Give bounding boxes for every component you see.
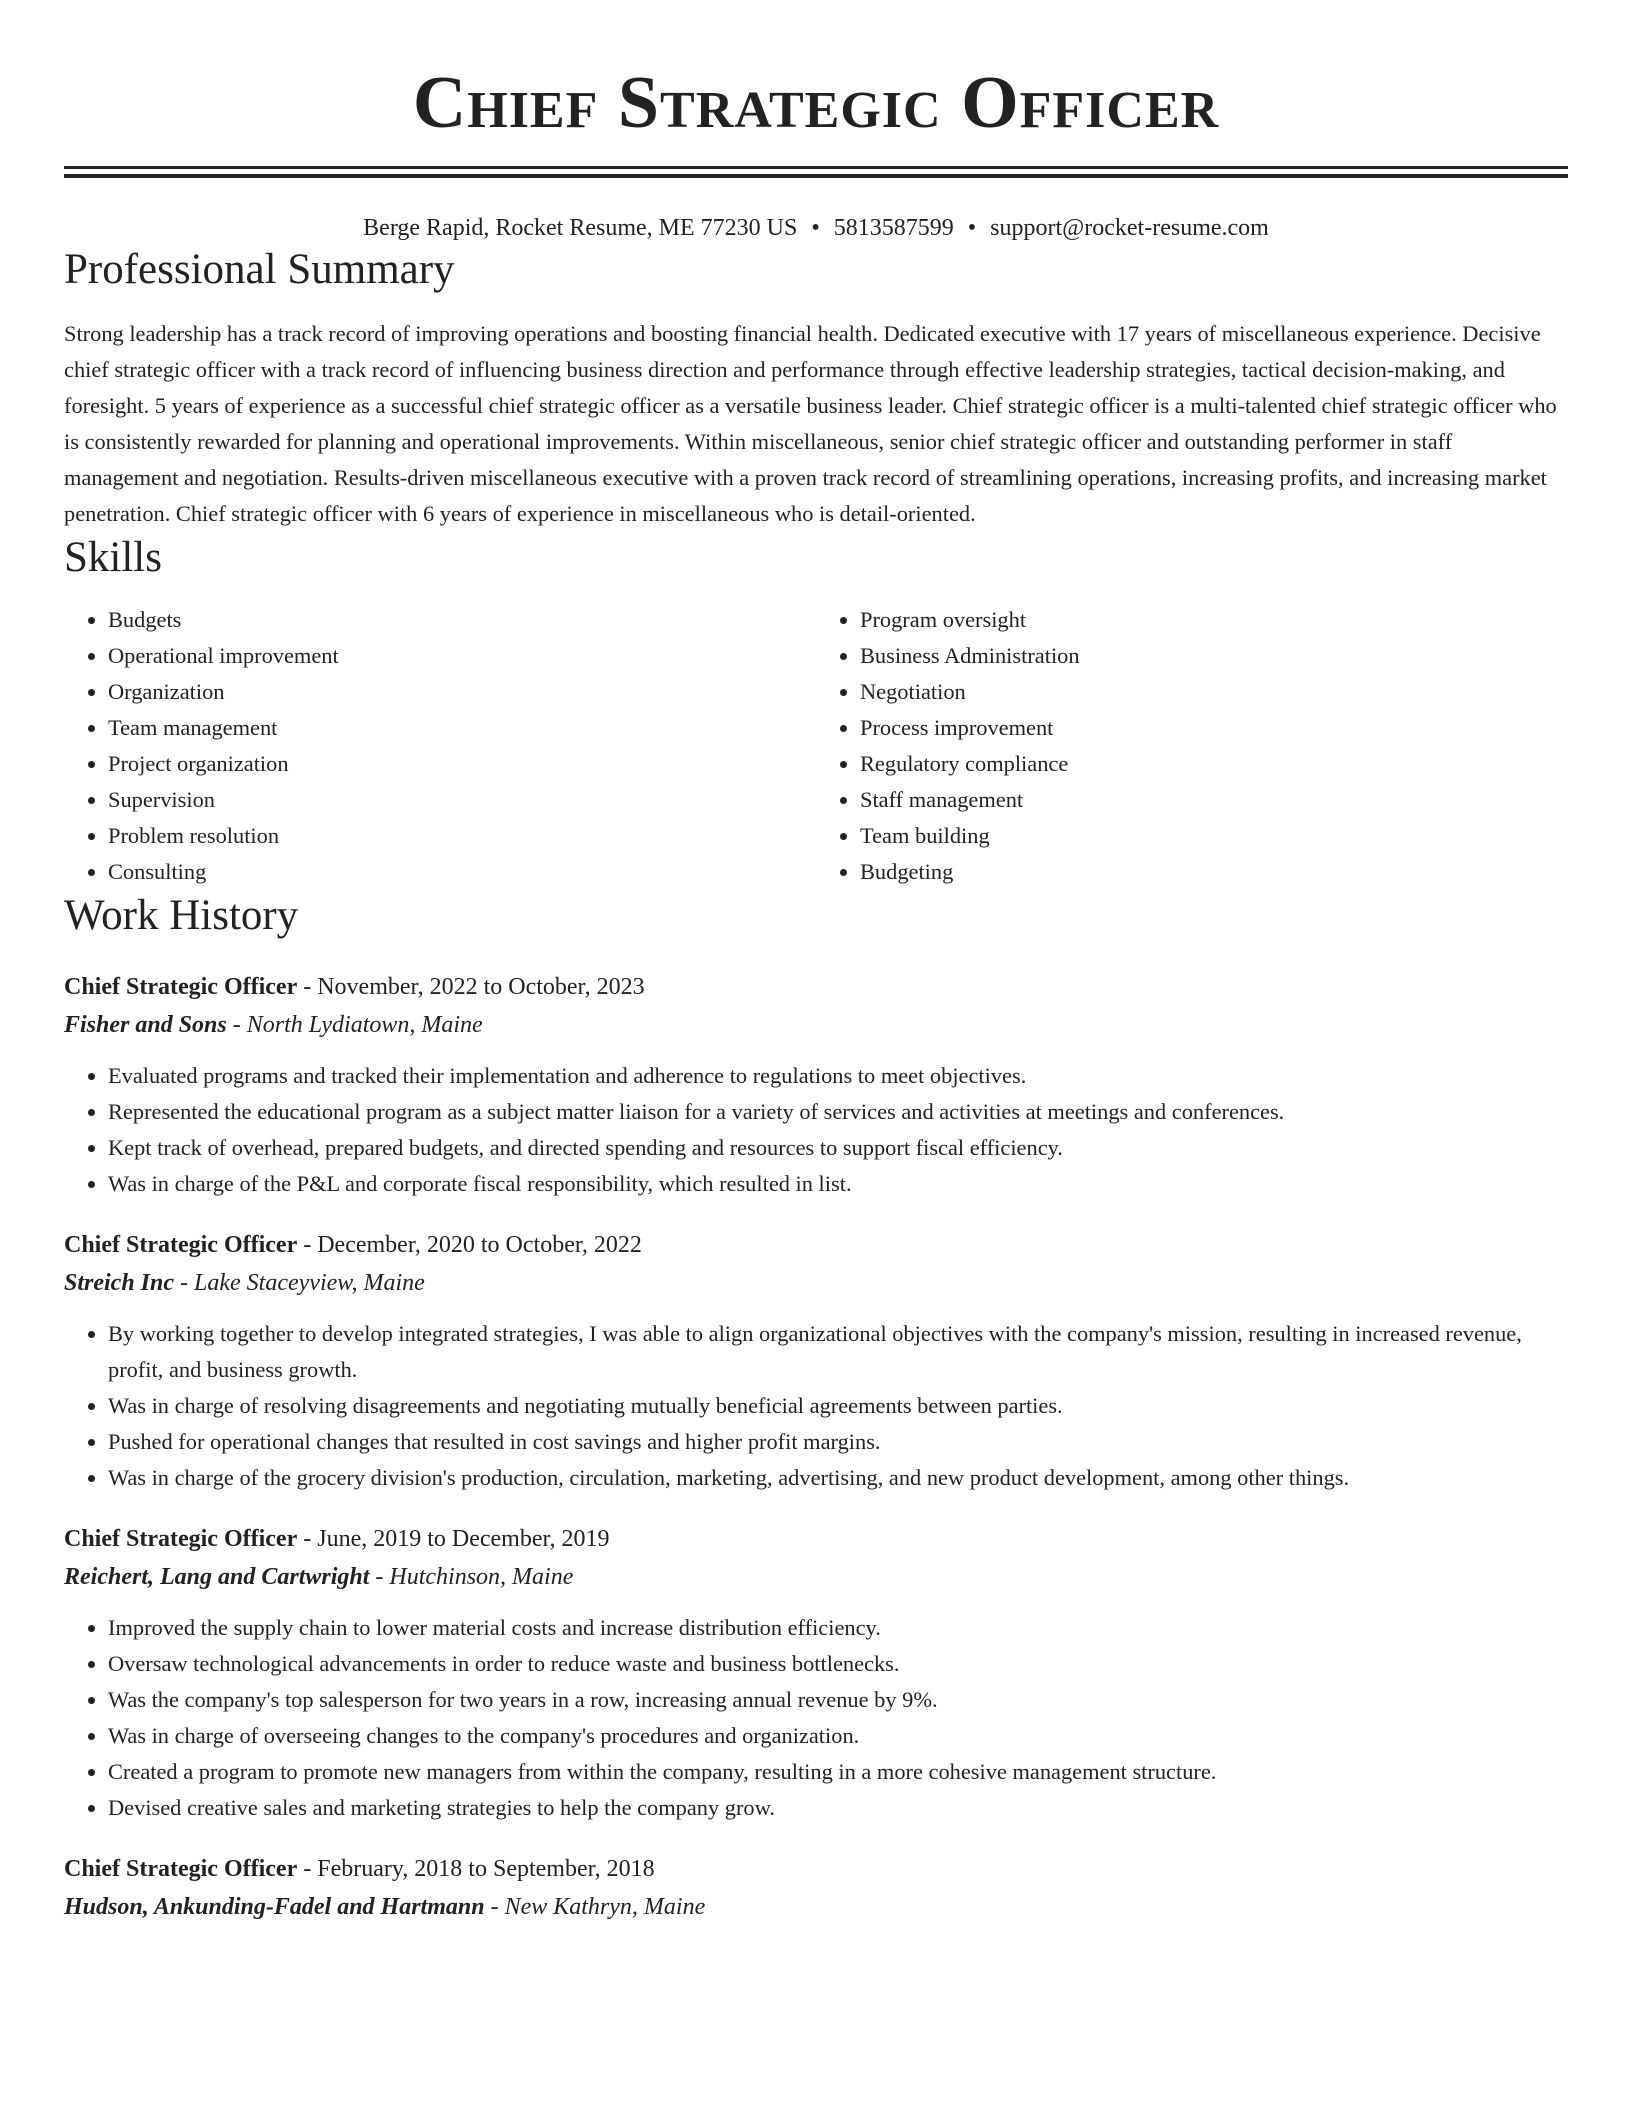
skills-list <box>64 602 1568 890</box>
job-dates: - June, 2019 to December, 2019 <box>297 1526 610 1552</box>
contact-separator: • <box>967 215 977 241</box>
job-bullet: • Devised creative sales and marketing strategies to help the company grow. <box>108 1790 1568 1826</box>
skill-item: • Program oversight <box>860 602 1568 638</box>
job-title-line <box>64 1850 1568 1888</box>
skill-item: • Budgets <box>108 602 816 638</box>
skill-item: • Business Administration <box>860 638 1568 674</box>
skill-item: • Staff management <box>860 782 1568 818</box>
company-location: - Hutchinson, Maine <box>369 1564 574 1590</box>
skill-item: • Negotiation <box>860 674 1568 710</box>
skill-item: • Organization <box>108 674 816 710</box>
job-bullet: • Was in charge of the P&L and corporate fiscal responsibility, which resulted in list. <box>108 1166 1568 1202</box>
job-entry <box>64 1226 1568 1496</box>
company-location: - North Lydiatown, Maine <box>226 1012 483 1038</box>
job-title: Chief Strategic Officer <box>64 1856 298 1882</box>
job-dates: - November, 2022 to October, 2023 <box>297 974 645 1000</box>
job-bullet: • Represented the educational program as a subject matter liaison for a variety of services and activities at meetings and conferences. <box>108 1094 1568 1130</box>
summary-heading: Professional Summary <box>64 246 455 293</box>
company-name: Reichert, Lang and Cartwright <box>64 1564 370 1590</box>
job-bullets <box>64 1610 1568 1826</box>
job-bullet: • Evaluated programs and tracked their implementation and adherence to regulations to meet objectives. <box>108 1058 1568 1094</box>
company-location: - New Kathryn, Maine <box>484 1894 706 1920</box>
job-bullet: • Created a program to promote new managers from within the company, resulting in a more cohesive management structure. <box>108 1754 1568 1790</box>
company-line <box>64 1264 1568 1302</box>
contact-phone: 5813587599 <box>833 215 954 241</box>
skill-item: • Consulting <box>108 854 816 890</box>
skill-item: • Team management <box>108 710 816 746</box>
job-title: Chief Strategic Officer <box>64 974 298 1000</box>
company-location: - Lake Staceyview, Maine <box>174 1270 425 1296</box>
resume-name: Chief Strategic Officer <box>412 62 1220 144</box>
job-title: Chief Strategic Officer <box>64 1526 298 1552</box>
company-name: Streich Inc <box>64 1270 175 1296</box>
skills-column-right <box>816 602 1568 890</box>
company-line <box>64 1558 1568 1596</box>
skill-item: • Regulatory compliance <box>860 746 1568 782</box>
skills-column-left <box>64 602 816 890</box>
summary-text: Strong leadership has a track record of improving operations and boosting financial health. Dedicated executive with 17 years of miscellaneous experience. Decisive chief strategic officer with a track record of influencing business direction and performance through effective leadership strategies, tactical decision-making, and foresight. 5 years of experience as a successful chief strategic officer as a versatile business leader. Chief strategic officer is a multi-talented chief strategic officer who is consistently rewarded for planning and operational improvements. Within miscellaneous, senior chief strategic officer and outstanding performer in staff management and negotiation. Results-driven miscellaneous executive with a proven track record of streamlining operations, increasing profits, and increasing market penetration. Chief strategic officer with 6 years of experience in miscellaneous who is detail-oriented. <box>64 321 1557 526</box>
contact-email: support@rocket-resume.com <box>990 215 1269 241</box>
job-bullet: • Improved the supply chain to lower material costs and increase distribution efficiency. <box>108 1610 1568 1646</box>
skill-item: • Project organization <box>108 746 816 782</box>
job-bullet: • Kept track of overhead, prepared budgets, and directed spending and resources to support fiscal efficiency. <box>108 1130 1568 1166</box>
skill-item: • Team building <box>860 818 1568 854</box>
skill-item: • Budgeting <box>860 854 1568 890</box>
skill-item: • Operational improvement <box>108 638 816 674</box>
job-dates: - February, 2018 to September, 2018 <box>297 1856 655 1882</box>
job-bullet: • Was in charge of the grocery division's production, circulation, marketing, advertising, and new product development, among other things. <box>108 1460 1568 1496</box>
job-bullet: • Was the company's top salesperson for two years in a row, increasing annual revenue by 9%. <box>108 1682 1568 1718</box>
job-bullet: • Was in charge of overseeing changes to the company's procedures and organization. <box>108 1718 1568 1754</box>
job-title-line <box>64 1226 1568 1264</box>
job-dates: - December, 2020 to October, 2022 <box>297 1232 642 1258</box>
company-line <box>64 1006 1568 1044</box>
job-bullet: • By working together to develop integrated strategies, I was able to align organizational objectives with the company's mission, resulting in increased revenue, profit, and business growth. <box>108 1316 1568 1388</box>
job-entry <box>64 968 1568 1202</box>
job-bullet: • Oversaw technological advancements in order to reduce waste and business bottlenecks. <box>108 1646 1568 1682</box>
skills-heading: Skills <box>64 534 162 581</box>
contact-separator: • <box>811 215 820 241</box>
resume-page <box>64 0 1568 1926</box>
header-double-rule <box>64 166 1568 178</box>
skill-item: • Supervision <box>108 782 816 818</box>
contact-address: Berge Rapid, Rocket Resume, ME 77230 US <box>363 215 798 241</box>
job-bullet: • Was in charge of resolving disagreements and negotiating mutually beneficial agreements between parties. <box>108 1388 1568 1424</box>
job-title-line <box>64 1520 1568 1558</box>
job-title-line <box>64 968 1568 1006</box>
contact-line <box>64 212 1568 244</box>
job-entry <box>64 1520 1568 1826</box>
job-bullets <box>64 1316 1568 1496</box>
skill-item: • Problem resolution <box>108 818 816 854</box>
job-title: Chief Strategic Officer <box>64 1232 298 1258</box>
job-bullet: • Pushed for operational changes that resulted in cost savings and higher profit margins. <box>108 1424 1568 1460</box>
company-name: Hudson, Ankunding-Fadel and Hartmann <box>64 1894 485 1920</box>
job-bullets <box>64 1058 1568 1202</box>
work-history-heading: Work History <box>64 892 299 939</box>
company-name: Fisher and Sons <box>64 1012 227 1038</box>
job-entry <box>64 1850 1568 1926</box>
skill-item: • Process improvement <box>860 710 1568 746</box>
company-line <box>64 1888 1568 1926</box>
